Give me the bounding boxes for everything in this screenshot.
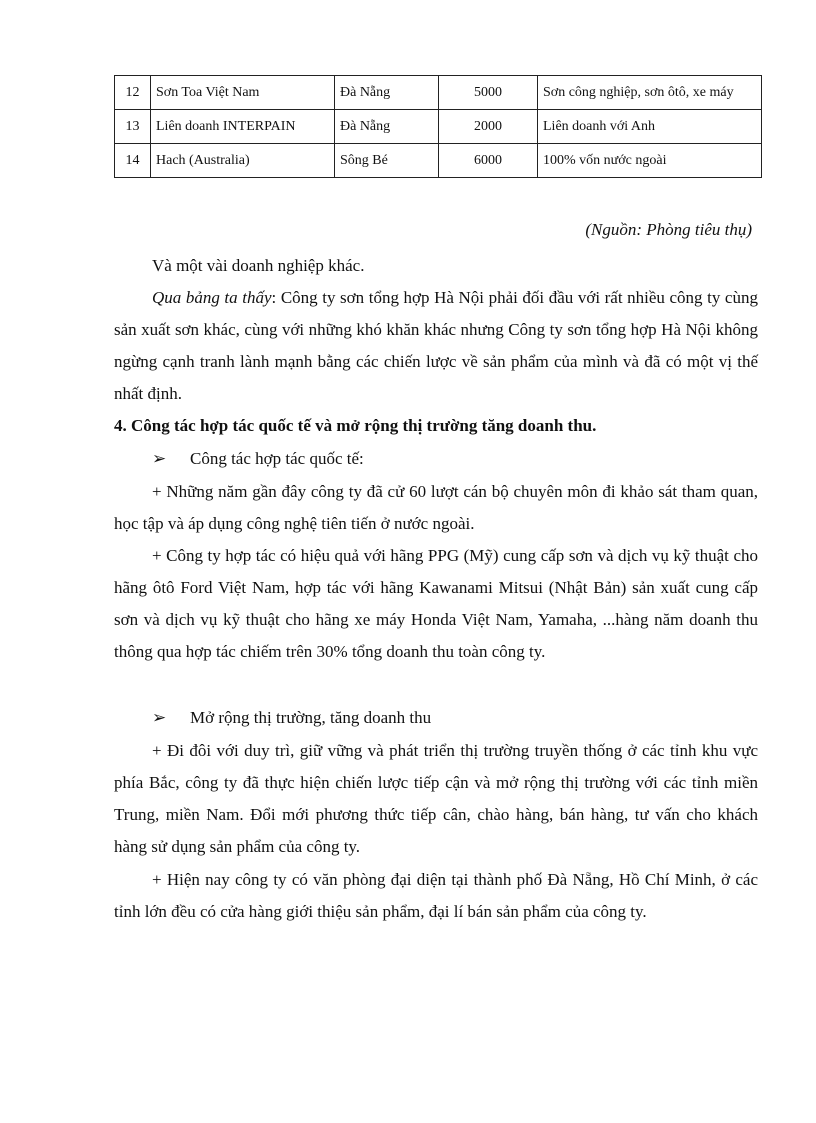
arrow-bullet-icon: ➢ <box>152 449 167 468</box>
analysis-body: : Công ty sơn tổng hợp Hà Nội phải đối đầu với rất nhiều công ty cùng sản xuất sơn khác, cùng với những khó khăn khác nhưng Công ty sơn tổng hợp Hà Nội không ngừng cạnh tranh lành mạnh bằng các chiến lược về sản phẩm của mình và đã có một vị thế nhất định. <box>114 288 758 403</box>
cell-no: 13 <box>115 110 151 144</box>
cell-capacity: 5000 <box>439 76 538 110</box>
cell-location: Đà Nẵng <box>335 76 439 110</box>
table-row <box>115 76 762 110</box>
analysis-lead: Qua bảng ta thấy <box>152 288 272 307</box>
paragraph-plus-3: + Đi đôi với duy trì, giữ vững và phát triển thị trường truyền thống ở các tỉnh khu vực phía Bắc, công ty đã thực hiện chiến lược tiếp cận và mở rộng thị trường với các tỉnh miền Trung, miền Nam. Đổi mới phương thức tiếp cân, chào hàng, bán hàng, tư vấn cho khách hàng sử dụng sản phẩm của công ty. <box>114 741 758 856</box>
table-row <box>115 144 762 178</box>
cell-note: Liên doanh với Anh <box>538 110 762 144</box>
cell-no: 12 <box>115 76 151 110</box>
cell-location: Sông Bé <box>335 144 439 178</box>
cell-note: Sơn công nghiệp, sơn ôtô, xe máy <box>538 76 762 110</box>
arrow-bullet-icon: ➢ <box>152 708 167 727</box>
bullet-market <box>152 702 431 734</box>
cell-name: Liên doanh INTERPAIN <box>151 110 335 144</box>
paragraph-plus-2: + Công ty hợp tác có hiệu quả với hãng PPG (Mỹ) cung cấp sơn và dịch vụ kỹ thuật cho hãng ôtô Ford Việt Nam, hợp tác với hãng Kawanami Mitsui (Nhật Bản) sản xuất cung cấp sơn và dịch vụ kỹ thuật cho hãng xe máy Honda Việt Nam, Yamaha, ...hàng năm doanh thu thông qua hợp tác chiếm trên 30% tổng doanh thu toàn công ty. <box>114 546 758 661</box>
paragraph-plus-1: + Những năm gần đây công ty đã cử 60 lượt cán bộ chuyên môn đi khảo sát tham quan, học tập và áp dụng công nghệ tiên tiến ở nước ngoài. <box>114 482 758 533</box>
paragraph-analysis <box>114 282 758 410</box>
cell-location: Đà Nẵng <box>335 110 439 144</box>
source-note: (Nguồn: Phòng tiêu thụ) <box>585 220 752 239</box>
cell-capacity: 6000 <box>439 144 538 178</box>
cell-no: 14 <box>115 144 151 178</box>
paragraph-other: Và một vài doanh nghiệp khác. <box>152 256 365 275</box>
cell-note: 100% vốn nước ngoài <box>538 144 762 178</box>
cell-capacity: 2000 <box>439 110 538 144</box>
section-heading: 4. Công tác hợp tác quốc tế và mở rộng thị trường tăng doanh thu. <box>114 416 597 435</box>
bullet-cooperation-label: Công tác hợp tác quốc tế: <box>190 449 364 468</box>
cell-name: Hach (Australia) <box>151 144 335 178</box>
table-row <box>115 110 762 144</box>
bullet-market-label: Mở rộng thị trường, tăng doanh thu <box>190 708 432 727</box>
cell-name: Sơn Toa Việt Nam <box>151 76 335 110</box>
bullet-cooperation <box>152 443 364 475</box>
paragraph-plus-4: + Hiện nay công ty có văn phòng đại diện tại thành phố Đà Nẵng, Hồ Chí Minh, ở các tỉnh lớn đều có cửa hàng giới thiệu sản phẩm, đại lí bán sản phẩm của công ty. <box>114 870 758 921</box>
competitor-table <box>114 75 762 178</box>
